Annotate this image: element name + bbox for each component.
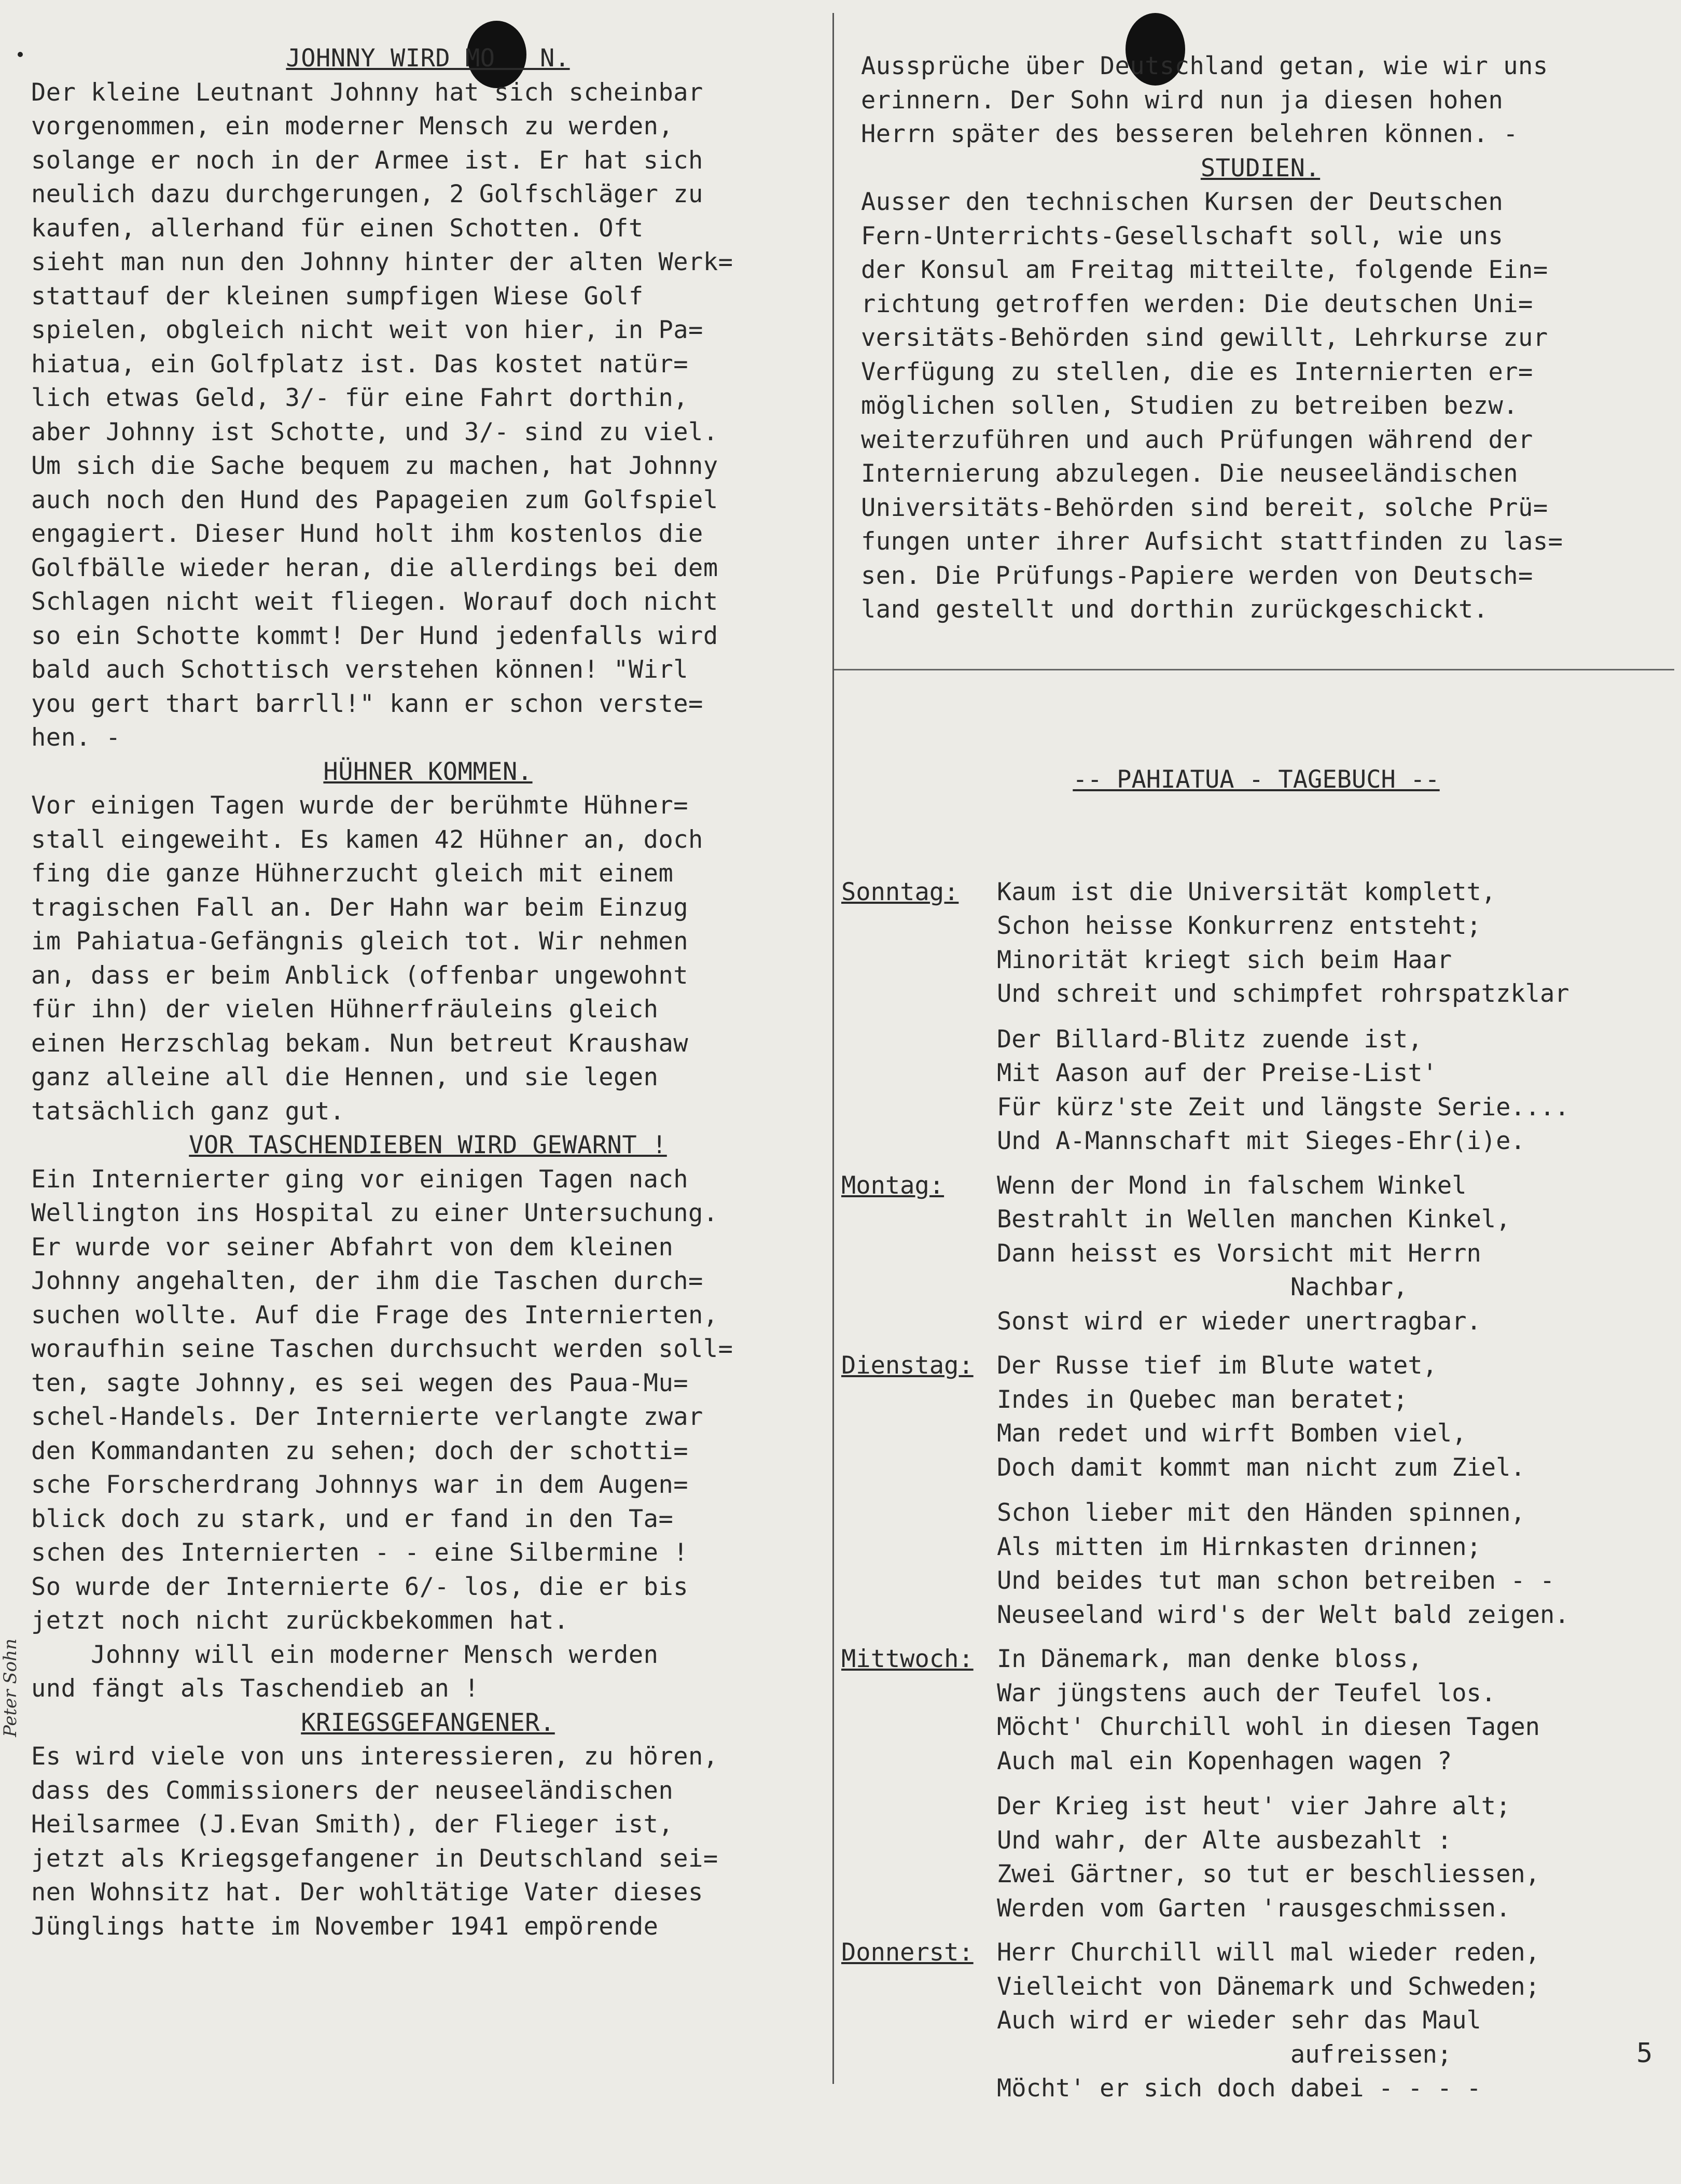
article-heading: STUDIEN. — [1200, 153, 1321, 183]
text-line: Herrn später des besseren belehren können. - — [861, 120, 1519, 148]
verse-line: Für kürz'ste Zeit und längste Serie.... — [997, 1093, 1569, 1122]
text-line: solange er noch in der Armee ist. Er hat sich — [31, 146, 703, 175]
verse-line: Auch mal ein Kopenhagen wagen ? — [997, 1746, 1452, 1775]
text-line: fing die ganze Hühnerzucht gleich mit einem — [31, 859, 674, 888]
text-line: Heilsarmee (J.Evan Smith), der Flieger ist, — [31, 1810, 674, 1839]
verse-line: Und beides tut man schon betreiben - - — [997, 1566, 1555, 1595]
text-line: stattauf der kleinen sumpfigen Wiese Golf — [31, 282, 644, 311]
text-line: Johnny angehalten, der ihm die Taschen durch= — [31, 1267, 703, 1295]
text-line: neulich dazu durchgerungen, 2 Golfschläger zu — [31, 180, 703, 208]
article-heading: VOR TASCHENDIEBEN WIRD GEWARNT ! — [189, 1131, 667, 1159]
verse-line: Und schreit und schimpfet rohrspatzklar — [997, 979, 1569, 1008]
verse-line: aufreissen; — [997, 2040, 1452, 2069]
text-line: Um sich die Sache bequem zu machen, hat Johnny — [31, 452, 718, 480]
tagebuch-title: -- PAHIATUA - TAGEBUCH -- — [1073, 765, 1440, 794]
verse-line: Schon heisse Konkurrenz entsteht; — [997, 912, 1481, 940]
left-column — [31, 41, 825, 1943]
text-line: jetzt als Kriegsgefangener in Deutschland sei= — [31, 1844, 718, 1873]
text-line: hen. - — [31, 723, 121, 752]
verse-line: In Dänemark, man denke bloss, — [997, 1645, 1423, 1673]
text-line: bald auch Schottisch verstehen können! "Wirl — [31, 655, 689, 684]
text-line: versitäts-Behörden sind gewillt, Lehrkurse zur — [861, 324, 1548, 352]
stanza-gap — [841, 1485, 1671, 1496]
verse-line: Dann heisst es Vorsicht mit Herrn — [997, 1239, 1481, 1268]
text-line: hiatua, ein Golfplatz ist. Das kostet natür= — [31, 349, 689, 379]
text-line: suchen wollte. Auf die Frage des Internierten, — [31, 1300, 718, 1329]
diary-day-label: Sonntag: — [841, 877, 959, 906]
text-line: sieht man nun den Johnny hinter der alten Werk= — [31, 248, 733, 276]
verse-line: Mit Aason auf der Preise-List' — [997, 1059, 1437, 1087]
text-line: weiterzuführen und auch Prüfungen während der — [861, 425, 1533, 454]
text-line: vorgenommen, ein moderner Mensch zu werden, — [31, 112, 674, 141]
text-line: an, dass er beim Anblick (offenbar ungewohnt — [31, 961, 689, 990]
text-line: schen des Internierten - - eine Silbermine ! — [31, 1538, 689, 1567]
text-line: Schlagen nicht weit fliegen. Worauf doch nicht — [31, 587, 718, 616]
diary-day-label: Dienstag: — [841, 1351, 974, 1380]
text-line: sche Forscherdrang Johnnys war in dem Augen= — [31, 1471, 689, 1499]
article-heading: HÜHNER KOMMEN. — [323, 757, 533, 786]
stanza-gap — [841, 1778, 1671, 1789]
tagebuch-entries — [841, 875, 1671, 2106]
margin-handwritten-note: Peter Sohn — [0, 1639, 21, 1737]
text-line: den Kommandanten zu sehen; doch der schotti= — [31, 1436, 689, 1465]
verse-line: Herr Churchill will mal wieder reden, — [997, 1938, 1540, 1967]
verse-line: Auch wird er wieder sehr das Maul — [997, 2006, 1481, 2035]
text-line: kaufen, allerhand für einen Schotten. Oft — [31, 214, 644, 243]
text-line: engagiert. Dieser Hund holt ihm kostenlos die — [31, 520, 703, 548]
text-line: fungen unter ihrer Aufsicht stattfinden zu las= — [861, 527, 1563, 556]
text-line: möglichen sollen, Studien zu betreiben bezw. — [861, 391, 1519, 420]
text-line: erinnern. Der Sohn wird nun ja diesen hohen — [861, 86, 1504, 115]
text-line: Der kleine Leutnant Johnny hat sich scheinbar — [31, 78, 703, 107]
verse-line: Der Russe tief im Blute watet, — [997, 1351, 1437, 1380]
diary-entry — [841, 1169, 1671, 1339]
verse-line: Werden vom Garten 'rausgeschmissen. — [997, 1894, 1511, 1923]
text-line: Es wird viele von uns interessieren, zu hören, — [31, 1742, 718, 1771]
article-heading: KRIEGSGEFANGENER. — [301, 1708, 555, 1737]
verse-line: Bestrahlt in Wellen manchen Kinkel, — [997, 1205, 1511, 1234]
verse-line: Nachbar, — [997, 1273, 1408, 1301]
text-line: im Pahiatua-Gefängnis gleich tot. Wir nehmen — [31, 927, 689, 956]
text-line: Ausser den technischen Kursen der Deutschen — [861, 188, 1504, 216]
text-line: Internierung abzulegen. Die neuseeländischen — [861, 459, 1519, 488]
text-line: land gestellt und dorthin zurückgeschickt. — [861, 595, 1489, 624]
verse-line: Minorität kriegt sich beim Haar — [997, 945, 1452, 974]
diary-entry — [841, 1349, 1671, 1632]
verse-line: Vielleicht von Dänemark und Schweden; — [997, 1972, 1540, 2001]
verse-line: Sonst wird er wieder unertragbar. — [997, 1307, 1481, 1336]
verse-line: Möcht' Churchill wohl in diesen Tagen — [997, 1713, 1540, 1741]
text-line: sen. Die Prüfungs-Papiere werden von Deutsch= — [861, 561, 1533, 590]
diary-day-label: Montag: — [841, 1171, 944, 1200]
verse-line: Neuseeland wird's der Welt bald zeigen. — [997, 1600, 1569, 1629]
punch-dot — [18, 52, 23, 57]
text-line: lich etwas Geld, 3/- für eine Fahrt dorthin, — [31, 384, 689, 412]
text-line: dass des Commissioners der neuseeländischen — [31, 1776, 674, 1805]
verse-line: Doch damit kommt man nicht zum Ziel. — [997, 1453, 1525, 1482]
text-line: Ein Internierter ging vor einigen Tagen nach — [31, 1165, 689, 1194]
text-line: woraufhin seine Taschen durchsucht werden soll= — [31, 1335, 733, 1363]
text-line: einen Herzschlag bekam. Nun betreut Kraushaw — [31, 1029, 689, 1058]
text-line: jetzt noch nicht zurückbekommen hat. — [31, 1606, 569, 1635]
text-line: Jünglings hatte im November 1941 empörende — [31, 1912, 659, 1941]
text-line: So wurde der Internierte 6/- los, die er bis — [31, 1572, 689, 1601]
text-line: tragischen Fall an. Der Hahn war beim Einzug — [31, 893, 689, 922]
verse-line: Kaum ist die Universität komplett, — [997, 877, 1496, 906]
text-line: ganz alleine all die Hennen, und sie legen — [31, 1063, 659, 1091]
article-heading: JOHNNY WIRD MO N. — [286, 44, 570, 73]
text-line: ten, sagte Johnny, es sei wegen des Paua-Mu= — [31, 1368, 689, 1397]
text-line: nen Wohnsitz hat. Der wohltätige Vater dieses — [31, 1878, 703, 1907]
verse-line: Indes in Quebec man beratet; — [997, 1385, 1408, 1414]
text-line: blick doch zu stark, und er fand in den Ta= — [31, 1504, 674, 1533]
text-line: Golfbälle wieder heran, die allerdings bei dem — [31, 553, 718, 582]
tagebuch-section — [841, 695, 1671, 2184]
page-number: 5 — [1636, 2038, 1653, 2069]
text-line: stall eingeweiht. Es kamen 42 Hühner an, doch — [31, 825, 703, 854]
text-line: aber Johnny ist Schotte, und 3/- sind zu viel. — [31, 417, 718, 446]
text-line: der Konsul am Freitag mitteilte, folgende Ein= — [861, 256, 1548, 284]
verse-line: Man redet und wirft Bomben viel, — [997, 1419, 1467, 1448]
text-line: so ein Schotte kommt! Der Hund jedenfalls wird — [31, 621, 718, 650]
text-line: auch noch den Hund des Papageien zum Golfspiel — [31, 485, 718, 514]
text-line: tatsächlich ganz gut. — [31, 1097, 345, 1126]
text-line: Aussprüche über Deutschland getan, wie wir uns — [861, 52, 1548, 80]
diary-day-label: Donnerst: — [841, 1938, 974, 1967]
text-line: Verfügung zu stellen, die es Internierten er= — [861, 357, 1533, 386]
verse-line: Der Billard-Blitz zuende ist, — [997, 1025, 1423, 1054]
text-line: Wellington ins Hospital zu einer Untersuchung. — [31, 1199, 718, 1227]
verse-line: Wenn der Mond in falschem Winkel — [997, 1171, 1467, 1200]
verse-line: War jüngstens auch der Teufel los. — [997, 1678, 1496, 1707]
right-column-top — [861, 49, 1660, 627]
text-line: Universitäts-Behörden sind bereit, solche Prü= — [861, 493, 1548, 522]
verse-line: Zwei Gärtner, so tut er beschliessen, — [997, 1860, 1540, 1888]
section-divider — [834, 669, 1674, 670]
text-line: schel-Handels. Der Internierte verlangte zwar — [31, 1403, 703, 1431]
diary-entry — [841, 1936, 1671, 2106]
diary-entry — [841, 875, 1671, 1158]
text-line: Johnny will ein moderner Mensch werden — [31, 1640, 659, 1669]
text-line: richtung getroffen werden: Die deutschen Uni= — [861, 289, 1533, 318]
stanza-gap — [841, 1011, 1671, 1023]
text-line: Fern-Unterrichts-Gesellschaft soll, wie uns — [861, 221, 1504, 250]
diary-day-label: Mittwoch: — [841, 1645, 974, 1673]
text-line: für ihn) der vielen Hühnerfräuleins gleich — [31, 995, 659, 1024]
text-line: you gert thart barrll!" kann er schon verste= — [31, 689, 703, 718]
text-line: und fängt als Taschendieb an ! — [31, 1674, 479, 1703]
verse-line: Und A-Mannschaft mit Sieges-Ehr(i)e. — [997, 1127, 1525, 1155]
diary-entry — [841, 1642, 1671, 1925]
text-line: Vor einigen Tagen wurde der berühmte Hühner= — [31, 791, 689, 820]
text-line: spielen, obgleich nicht weit von hier, in Pa= — [31, 316, 703, 344]
column-divider — [832, 13, 834, 2084]
text-line: Er wurde vor seiner Abfahrt von dem kleinen — [31, 1233, 674, 1262]
verse-line: Der Krieg ist heut' vier Jahre alt; — [997, 1792, 1511, 1821]
verse-line: Als mitten im Hirnkasten drinnen; — [997, 1532, 1481, 1561]
verse-line: Möcht' er sich doch dabei - - - - — [997, 2074, 1481, 2103]
verse-line: Und wahr, der Alte ausbezahlt : — [997, 1826, 1452, 1855]
verse-line: Schon lieber mit den Händen spinnen, — [997, 1499, 1525, 1527]
